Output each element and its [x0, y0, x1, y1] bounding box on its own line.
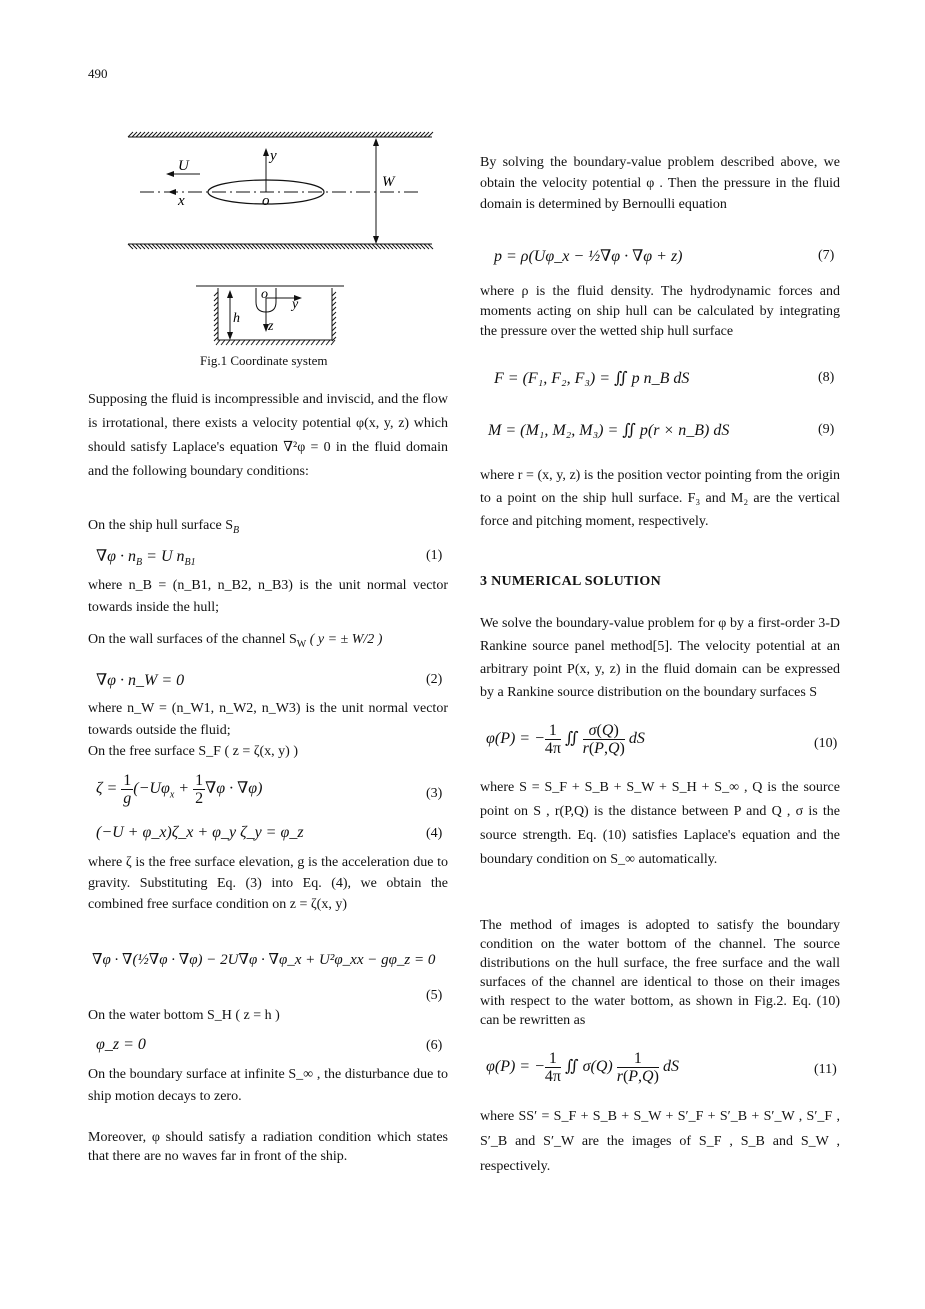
- equation-8-number: (8): [818, 370, 835, 385]
- label-o2: o: [261, 287, 268, 302]
- equation-2-number: (2): [426, 672, 443, 687]
- equation-11: φ(P) = − $\frac{1}{4\pi}$ ∬ σ(Q) $\frac{1}{r(P,Q)}$ dS: [486, 1050, 679, 1085]
- equation-9-number: (9): [818, 422, 835, 437]
- equation-9: M = (M₁, M₂, M₃) = ∬ p(r × n_B) dS: [488, 422, 730, 439]
- equation-6: φ_z = 0: [96, 1036, 146, 1053]
- equation-3-number: (3): [426, 786, 443, 801]
- right-paragraph-1: By solving the boundary-value problem described above, we obtain the velocity potential φ . Then the pressure in the fluid domain is determined by Bernoulli equation: [480, 155, 840, 212]
- right-paragraph-4: We solve the boundary-value problem for φ by a first-order 3-D Rankine source panel method[5]. The velocity potential at an arbitrary point P(x, y, z) in the fluid domain can be expressed by a Rankine source distribution on the boundary surfaces S: [480, 616, 840, 700]
- page-number: 490: [88, 66, 108, 81]
- right-paragraph-3: where r = (x, y, z) is the position vector pointing from the origin to a point on the ship hull surface. F₃ and M₂ are the vertical force and pitching moment, respectively.: [480, 468, 840, 529]
- wall-condition-label: On the wall surfaces of the channel $S_W$ ( y = ± W/2 ): [88, 632, 383, 650]
- equation-7-number: (7): [818, 248, 835, 263]
- equation-7: p = ρ(Uφ_x − ½∇φ · ∇φ + z): [494, 248, 683, 265]
- equation-5-number: (5): [426, 988, 443, 1003]
- free-surface-label: On the free surface S_F ( z = ζ(x, y) ): [88, 744, 299, 759]
- equation-11-number: (11): [814, 1062, 837, 1077]
- left-paragraph-2: where n_B = (n_B1, n_B2, n_B3) is the unit normal vector towards inside the hull;: [88, 578, 448, 615]
- section-heading: 3 NUMERICAL SOLUTION: [480, 574, 662, 589]
- equation-6-number: (6): [426, 1038, 443, 1053]
- label-y: y: [270, 148, 277, 164]
- hull-condition-label: On the ship hull surface $S_B$: [88, 518, 240, 536]
- equation-5: ∇φ · ∇(½∇φ · ∇φ) − 2U∇φ · ∇φ_x + U²φ_xx − gφ_z = 0: [92, 952, 436, 968]
- label-h: h: [233, 311, 240, 326]
- label-y2: y: [292, 297, 299, 312]
- equation-4: (−U + φ_x)ζ_x + φ_y ζ_y = φ_z: [96, 824, 304, 841]
- equation-10-number: (10): [814, 736, 838, 751]
- bottom-wall: [128, 244, 433, 249]
- bottom-condition-label: On the water bottom S_H ( z = h ): [88, 1008, 280, 1023]
- label-x: x: [178, 193, 185, 209]
- right-paragraph-6: The method of images is adopted to satisfy the boundary condition on the water bottom of the channel. The source distributions on the hull surface, the free surface and the wall surfaces of the channel are identical to those on their images with respect to the water bottom, as shown in Fig.2. Eq. (10) can be rewritten as: [480, 918, 840, 1028]
- right-paragraph-2: where ρ is the fluid density. The hydrodynamic forces and moments acting on ship hull can be calculated by integrating the pressure over the wetted ship hull surface: [480, 284, 840, 339]
- figure-caption: Fig.1 Coordinate system: [200, 353, 328, 368]
- equation-10: φ(P) = − $\frac{1}{4\pi}$ ∬ $\frac{\sigma(Q)}{r(P,Q)}$ dS: [486, 722, 645, 757]
- equation-1: $\nabla\varphi \cdot n_B = U$ $n_{B1}$: [96, 548, 196, 569]
- equation-8: F = (F₁, F₂, F₃) = ∬ p n_B dS: [494, 370, 690, 387]
- left-paragraph-6: Moreover, φ should satisfy a radiation condition which states that there are no waves far in front of the ship.: [88, 1130, 448, 1164]
- left-paragraph-5: On the boundary surface at infinite S_∞ , the disturbance due to ship motion decays to zero.: [88, 1067, 448, 1104]
- left-paragraph-1: Supposing the fluid is incompressible and inviscid, and the flow is irrotational, there exists a velocity potential φ(x, y, z) which should satisfy Laplace's equation ∇²φ = 0 in the fluid domain and the following boundary conditions:: [88, 392, 448, 479]
- left-paragraph-3: where n_W = (n_W1, n_W2, n_W3) is the unit normal vector towards outside the fluid;: [88, 701, 448, 738]
- equation-4-number: (4): [426, 826, 443, 841]
- left-column: [88, 388, 448, 484]
- right-paragraph-5: where S = S_F + S_B + S_W + S_H + S_∞ , Q is the source point on S , r(P,Q) is the distance between P and Q , σ is the source strength. Eq. (10) satisfies Laplace's equation and the boundary condition on S_∞ automatically.: [480, 780, 840, 867]
- label-z: z: [268, 319, 274, 334]
- label-W: W: [382, 174, 395, 190]
- equation-2: ∇φ · n_W = 0: [96, 672, 185, 689]
- equation-1-number: (1): [426, 548, 443, 563]
- label-o: o: [262, 193, 270, 209]
- label-U: U: [178, 158, 189, 174]
- top-wall: [128, 132, 433, 137]
- left-paragraph-4: where ζ is the free surface elevation, g is the acceleration due to gravity. Substituting Eq. (3) into Eq. (4), we obtain the combined free surface condition on z = ζ(x, y): [88, 855, 448, 912]
- right-paragraph-7: where SS′ = S_F + S_B + S_W + S′_F + S′_B + S′_W , S′_F , S′_B and S′_W are the images of S_F , S_B and S_W , respectively.: [480, 1109, 840, 1174]
- equation-3: ζ = $\frac{1}{g}$ ($-U\varphi_x$ + $\frac{1}{2}$ ∇φ · ∇φ): [96, 772, 263, 807]
